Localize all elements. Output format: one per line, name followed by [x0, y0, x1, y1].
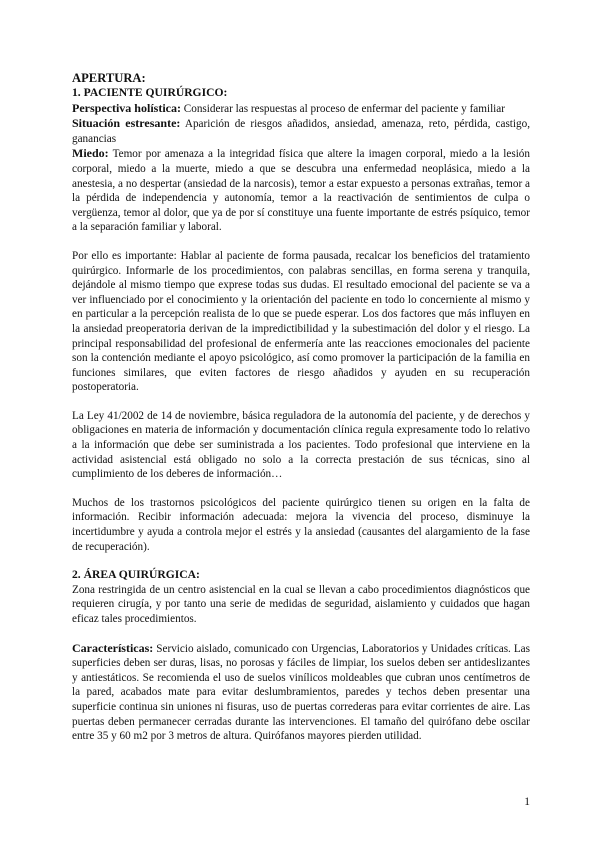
definition-situacion-estresante — [72, 116, 530, 146]
paragraph-spacer — [72, 482, 530, 496]
paragraph-importancia: Por ello es importante: Hablar al paciente de forma pausada, recalcar los beneficios del tratamiento quirúrgico. Informarle de los procedimientos, con palabras sencillas, en forma serena y tranquila, dejándole al mismo tiempo que exprese todas sus dudas. El resultado emocional del paciente se va a ver influenciado por el conocimiento y la orientación del paciente en todo lo concerniente al mismo y en particular a la percepción realista de lo que se puede esperar. Los dos factores que más influyen en la ansiedad preoperatoria derivan de la impredictibilidad y la subestimación del dolor y el riesgo. La principal responsabilidad del profesional de enfermería ante las reacciones emocionales del paciente son la contención mediante el apoyo psicológico, así como promover la participación de la familia en funciones similares, que eviten factores de riesgo añadidos y ayuden en su recuperación postoperatoria. — [72, 249, 530, 394]
characteristics-term: Características: — [72, 640, 154, 655]
paragraph-spacer — [72, 627, 530, 641]
document-title: APERTURA: — [72, 71, 146, 85]
definition-text: Considerar las respuestas al proceso de enfermar del paciente y familiar — [180, 102, 505, 115]
definition-term: Situación estresante: — [72, 116, 181, 131]
document-body — [72, 71, 530, 744]
section-1-heading: 1. PACIENTE QUIRÚRGICO: — [72, 86, 228, 99]
paragraph-zona-restringida: Zona restringida de un centro asistencial en la cual se llevan a cabo procedimientos diagnósticos que requieren cirugía, y por tanto una serie de medidas de seguridad, aislamiento y cuidados que hagan eficaz tales procedimientos. — [72, 583, 530, 625]
definition-text: Temor por amenaza a la integridad física que altere la imagen corporal, miedo a la lesión corporal, miedo a la muerte, miedo a que se descubra una enfermedad neoplásica, miedo a la anestesia, a no despertar (ansiedad de la narcosis), temor a estar expuesto a personas extrañas, temor a la pérdida de independencia y autonomía, temor a la reactivación de sentimientos de culpa o vergüenza, temor al dolor, que ya de por sí constituye una fuente importante de estrés psíquico, temor a la separación familiar y laboral. — [72, 148, 530, 234]
paragraph-spacer — [72, 235, 530, 249]
paragraph-ley: La Ley 41/2002 de 14 de noviembre, básica reguladora de la autonomía del paciente, y de derechos y obligaciones en materia de información y documentación clínica regula expresamente todo lo relativo a la información que debe ser suministrada a los pacientes. Todo profesional que interviene en la actividad asistencial está obligado no solo a la correcta prestación de sus técnicas, sino al cumplimiento de los deberes de información… — [72, 409, 530, 481]
definition-perspectiva-holistica — [72, 101, 530, 117]
page-number: 1 — [524, 796, 530, 808]
definition-miedo — [72, 146, 530, 235]
definition-text: Aparición de riesgos añadidos, ansiedad, amenaza, reto, pérdida, castigo, ganancias — [72, 118, 531, 145]
paragraph-spacer — [72, 554, 530, 568]
section-2-heading: 2. ÁREA QUIRÚRGICA: — [72, 568, 200, 582]
paragraph-caracteristicas — [72, 641, 530, 744]
paragraph-trastornos: Muchos de los trastornos psicológicos del paciente quirúrgico tienen su origen en la falta de información. Recibir información adecuada: mejora la vivencia del proceso, disminuye la incertidumbre y ayuda a controla mejor el estrés y la ansiedad (causantes del alargamiento de la fase de recuperación). — [72, 496, 530, 553]
definition-term: Perspectiva holística: — [72, 100, 181, 115]
characteristics-text: Servicio aislado, comunicado con Urgencias, Laboratorios y Unidades críticas. Las superficies deben ser duras, lisas, no porosas y fáciles de limpiar, los suelos deben ser antideslizantes y antiestáticos. Se recomienda el uso de suelos vinílicos moldeables que cubran unos centímetros de la pared, acabados mate para evitar deslumbramientos, paredes y techos deben presentar una superficie continua sin uniones ni fisuras, uso de puertas correderas para evitar corrientes de aire. Las puertas deben permanecer cerradas durante las intervenciones. El tamaño del quirófano debe oscilar entre 35 y 60 m2 por 3 metros de altura. Quirófanos mayores pierden utilidad. — [72, 642, 530, 743]
paragraph-spacer — [72, 395, 530, 409]
definition-term: Miedo: — [72, 146, 109, 161]
